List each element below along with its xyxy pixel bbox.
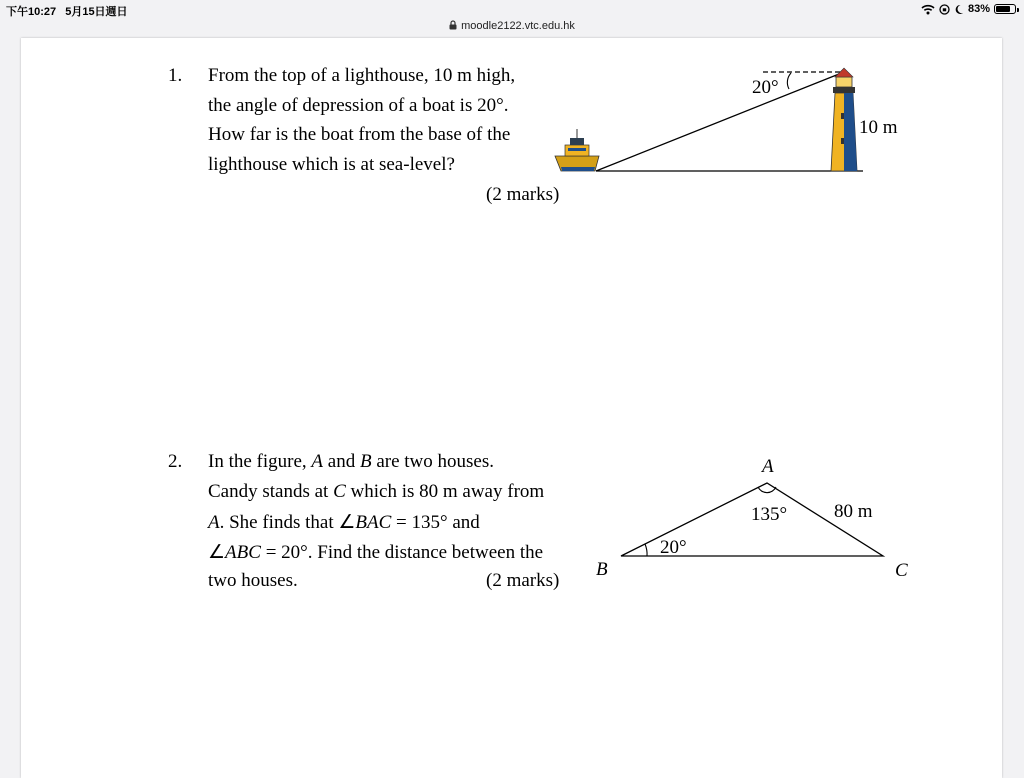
text-run: A	[311, 451, 324, 472]
document-page	[21, 38, 1002, 778]
wifi-icon	[921, 4, 935, 15]
url-text: moodle2122.vtc.edu.hk	[461, 20, 575, 32]
text-run: and	[323, 451, 360, 472]
question-1-line: How far is the boat from the base of the	[208, 124, 511, 145]
lock-icon	[449, 20, 457, 30]
text-run: are two houses.	[371, 451, 494, 472]
question-2-line	[208, 570, 298, 592]
vertex-b-label: B	[596, 559, 608, 580]
question-2-line	[208, 481, 544, 503]
question-1-line: From the top of a lighthouse, 10 m high,	[208, 65, 516, 86]
vertex-c-label: C	[895, 560, 908, 581]
status-indicators	[921, 3, 1016, 15]
depression-angle-label: 20°	[752, 77, 779, 98]
boat-icon	[555, 129, 599, 171]
text-run: In the figure,	[208, 451, 312, 472]
text-run: . She finds that ∠	[219, 512, 356, 533]
angle-a-label: 135°	[751, 504, 788, 525]
angle-arc	[787, 73, 791, 89]
lighthouse-height-label: 10 m	[859, 117, 898, 138]
address-bar[interactable]	[0, 17, 1024, 37]
vertex-a-label: A	[762, 456, 774, 477]
question-2-marks: (2 marks)	[486, 570, 560, 591]
text-run: = 135° and	[391, 512, 480, 533]
question-1-line: lighthouse which is at sea-level?	[208, 154, 455, 175]
text-run: Candy stands at	[208, 481, 334, 502]
question-1-marks: (2 marks)	[486, 184, 560, 205]
question-1-number: 1.	[168, 65, 183, 86]
angle-a-arc	[758, 487, 776, 493]
question-2-line	[208, 451, 494, 473]
text-run: B	[359, 451, 372, 472]
battery-icon	[994, 4, 1016, 14]
text-run: ∠	[208, 542, 226, 563]
text-run: which is 80 m away from	[345, 481, 545, 502]
question-1-line: the angle of depression of a boat is 20°.	[208, 95, 509, 116]
question-2-line	[208, 541, 543, 564]
lighthouse-icon	[831, 68, 857, 171]
text-run: ABC	[225, 542, 261, 563]
angle-b-label: 20°	[660, 537, 687, 558]
status-date-text: 5月15日週日	[65, 6, 128, 18]
text-run: two houses.	[208, 570, 298, 591]
battery-percent: 83%	[967, 3, 990, 15]
line-of-sight	[596, 72, 844, 171]
text-run: C	[333, 481, 346, 502]
question-2-number: 2.	[168, 451, 183, 472]
text-run: A	[208, 512, 220, 533]
text-run: BAC	[355, 512, 392, 533]
moon-icon	[954, 4, 964, 15]
status-time-text: 下午10:27	[6, 6, 57, 18]
angle-b-arc	[645, 544, 647, 556]
orientation-lock-icon	[939, 4, 950, 15]
question-2-line	[208, 511, 480, 534]
text-run: = 20°. Find the distance between the	[260, 542, 544, 563]
side-ac-label: 80 m	[834, 501, 873, 522]
battery-level	[996, 6, 1010, 12]
